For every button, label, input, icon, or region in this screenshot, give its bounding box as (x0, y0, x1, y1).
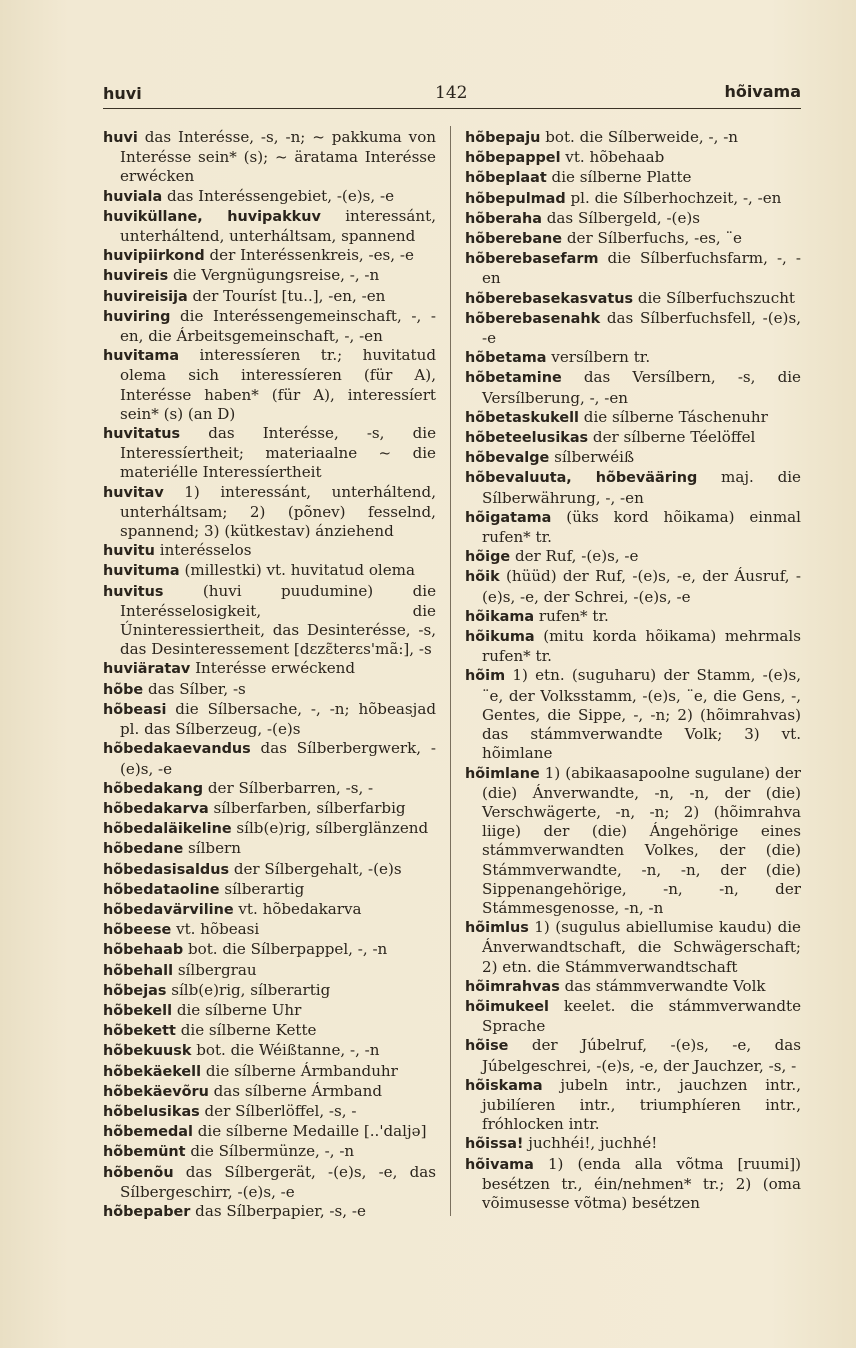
entry-headword: hõbedakang (103, 780, 204, 797)
dictionary-entry (465, 764, 801, 919)
entry-definition: die sílberne Medaille [..'daljə] (192, 1122, 427, 1141)
entry-headword: hõigatama (465, 509, 552, 526)
left-column (103, 128, 436, 1222)
entry-headword: hõiskama (465, 1077, 543, 1094)
entry-headword: hõberaha (465, 210, 542, 227)
entry-definition: das Sílberbergwerk, -(e)s, -e (120, 739, 436, 778)
dictionary-entry (103, 207, 436, 246)
entry-definition: das Interéssengebiet, -(e)s, -e (162, 186, 395, 205)
dictionary-entry (465, 408, 801, 428)
entry-definition: die sílberne Platte (546, 168, 692, 187)
entry-definition: das Sílberfuchsfell, -(e)s, -e (482, 308, 801, 348)
entry-definition: interésselos (154, 541, 252, 560)
dictionary-entry (465, 428, 801, 448)
entry-headword: hõimrahvas (465, 978, 560, 995)
entry-headword: hõimukeel (465, 998, 549, 1015)
entry-definition: 1) (sugulus abiellumise kaudu) die Ánverwandtschaft, die Schwägerschaft; 2) etn. die Stámmverwandtschaft (482, 918, 801, 976)
entry-definition: das Interésse, -s, -n; ~ pakkuma von Interésse sein* (s); ~ äratama Interésse erwécken (120, 128, 436, 186)
dictionary-entry (103, 1163, 436, 1202)
entry-headword: hõivama (465, 1156, 534, 1173)
dictionary-entry (465, 666, 801, 763)
dictionary-entry (103, 900, 436, 920)
entry-definition: die sílberne Uhr (172, 1000, 302, 1019)
entry-headword: hõbetama (465, 350, 547, 367)
entry-headword: hõbetamine (465, 370, 562, 387)
dictionary-entry (103, 880, 436, 900)
dictionary-entry (465, 1134, 801, 1154)
dictionary-entry (465, 1155, 801, 1214)
entry-headword: hõbehaab (103, 942, 184, 959)
entry-definition: das stámmverwandte Volk (559, 976, 766, 995)
entry-headword: huviala (103, 188, 163, 205)
entry-definition: sílbern (183, 839, 241, 858)
entry-definition: sílberfarben, sílberfarbig (208, 798, 406, 817)
entry-definition: interessíeren tr.; huvitatud olema sich interessíeren (für A), Interésse haben* (für A), interessíert sein* (s) (an D) (120, 346, 436, 423)
entry-headword: huviäratav (103, 661, 191, 678)
entry-definition: vt. hõbeasi (171, 920, 260, 939)
entry-definition: versílbern tr. (546, 348, 651, 367)
entry-headword: hõberebasenahk (465, 310, 601, 327)
entry-headword: hõbepulmad (465, 190, 566, 207)
entry-headword: hõbejas (103, 982, 167, 999)
entry-headword: huvitus (103, 583, 164, 600)
entry-definition: die Interéssengemeinschaft, -, -en, die Árbeitsgemeinschaft, -, -en (120, 306, 436, 346)
dictionary-entry (103, 779, 436, 799)
entry-headword: hõbedakarva (103, 800, 209, 817)
dictionary-entry (103, 920, 436, 940)
entry-headword: hõbehall (103, 962, 174, 979)
dictionary-entry (103, 541, 436, 561)
entry-headword: hõbeteelusikas (465, 430, 589, 447)
header-last-word: hõivama (724, 82, 801, 101)
entry-definition: 1) (abikaasapoolne sugulane) der (die) Ánverwandte, -n, -n, der (die) Verschwägerte, -n, -n; 2) (hõimrahva liige) der (die) Ángehörige eines stámmverwandten Volkes, der (die) Stámmverwandte, -n, -n, der (die) Sippenangehörige, -n, -n, der Stámmesgenosse, -n, -n (482, 763, 801, 917)
dictionary-entry (103, 940, 436, 960)
page-header (103, 82, 801, 109)
entry-definition: das Interésse, -s, die Interessíertheit; materiaalne ~ die materiélle Interessíertheit (120, 424, 436, 482)
entry-definition: die sílberne Kette (175, 1021, 317, 1040)
entry-definition: sílb(e)rig, sílberartig (166, 980, 331, 999)
entry-headword: hõbedasisaldus (103, 861, 230, 878)
dictionary-entry (103, 187, 436, 207)
dictionary-entry (103, 860, 436, 880)
dictionary-entry (103, 739, 436, 778)
entry-headword: huviring (103, 308, 171, 325)
entry-definition: der Júbelruf, -(e)s, -e, das Júbelgeschrei, -(e)s, -e, der Jauchzer, -s, - (482, 1036, 801, 1075)
entry-headword: huviküllane, huvipakkuv (103, 208, 321, 225)
entry-definition: (mitu korda hõikama) mehrmals rufen* tr. (482, 627, 801, 666)
dictionary-entry (103, 700, 436, 739)
entry-definition: vt. hõbedakarva (233, 899, 362, 918)
dictionary-entry (465, 189, 801, 209)
entry-headword: hõimlane (465, 765, 540, 782)
entry-headword: huvitatus (103, 426, 181, 443)
dictionary-entry (465, 309, 801, 348)
entry-headword: hõberebasekasvatus (465, 290, 634, 307)
dictionary-entry (103, 659, 436, 679)
entry-definition: interessánt, unterháltend, unterháltsam, spannend (120, 206, 436, 246)
entry-definition: der Touríst [tu..], -en, -en (187, 286, 386, 305)
dictionary-entry (103, 819, 436, 839)
entry-definition: das Versílbern, -s, die Versílberung, -, -en (482, 368, 801, 407)
entry-definition: der Sílberlöffel, -s, - (199, 1101, 357, 1120)
entry-headword: hõberebane (465, 231, 563, 248)
dictionary-entry (465, 468, 801, 507)
entry-headword: hõbedakaevandus (103, 741, 251, 758)
entry-headword: hõbe (103, 681, 144, 698)
entry-headword: hõbekuusk (103, 1043, 192, 1060)
page-number: 142 (435, 83, 468, 103)
entry-definition: der Ruf, -(e)s, -e (510, 547, 639, 566)
dictionary-entry (103, 1122, 436, 1142)
entry-definition: die Vergnügungsreise, -, -n (168, 266, 380, 285)
entry-headword: hõbedavärviline (103, 901, 234, 918)
dictionary-entry (103, 1202, 436, 1222)
dictionary-entry (103, 680, 436, 700)
entry-definition: der Sílbergehalt, -(e)s (229, 859, 402, 878)
entry-headword: hõbemünt (103, 1144, 186, 1161)
entry-definition: maj. die Sílberwährung, -, -en (482, 468, 801, 507)
dictionary-entry (103, 483, 436, 542)
entry-headword: hõberebasefarm (465, 251, 599, 268)
dictionary-entry (103, 961, 436, 981)
entry-definition: jubeln intr., jauchzen intr., jubilíeren intr., triumphíeren intr., fróhlocken intr. (482, 1075, 801, 1134)
dictionary-entry (465, 348, 801, 368)
entry-headword: huvitu (103, 543, 155, 560)
dictionary-entry (465, 508, 801, 547)
entry-definition: Interésse erwéckend (190, 659, 356, 678)
entry-definition: bot. die Wéißtanne, -, -n (191, 1041, 380, 1060)
entry-headword: huvituma (103, 563, 180, 580)
dictionary-entry (103, 561, 436, 581)
dictionary-entry (103, 1082, 436, 1102)
entry-headword: huvi (103, 130, 138, 146)
dictionary-entry (103, 1021, 436, 1041)
dictionary-entry (465, 249, 801, 288)
dictionary-entry (465, 547, 801, 567)
entry-headword: hõise (465, 1038, 509, 1055)
dictionary-entry (465, 627, 801, 666)
entry-headword: hõbevalge (465, 450, 550, 467)
dictionary-entry (103, 582, 436, 660)
entry-definition: das sílberne Ármband (208, 1081, 382, 1100)
entry-definition: pl. die Sílberhochzeit, -, -en (565, 188, 782, 207)
entry-headword: hõbekäekell (103, 1063, 202, 1080)
dictionary-entry (103, 266, 436, 286)
dictionary-entry (465, 168, 801, 188)
dictionary-entry (465, 918, 801, 977)
dictionary-entry (465, 229, 801, 249)
entry-headword: hõbepaber (103, 1203, 191, 1220)
dictionary-entry (103, 1062, 436, 1082)
entry-headword: hõbepappel (465, 150, 561, 167)
entry-headword: hõbeplaat (465, 170, 547, 187)
entry-definition: die sílberne Táschenuhr (578, 407, 768, 426)
entry-definition: der Sílberfuchs, -es, ¨e (562, 229, 742, 248)
dictionary-entry (103, 981, 436, 1001)
dictionary-entry (103, 1041, 436, 1061)
dictionary-entry (103, 839, 436, 859)
entry-headword: huvitav (103, 484, 164, 501)
entry-definition: 1) interessánt, unterháltend, unterháltsam; 2) (põnev) fesselnd, spannend; 3) (kütkestav) ánziehend (120, 482, 436, 541)
entry-headword: hõbeese (103, 922, 172, 939)
entry-definition: der sílberne Téelöffel (588, 428, 756, 447)
right-column (465, 128, 801, 1213)
entry-definition: bot. die Sílberweide, -, -n (540, 128, 739, 146)
entry-definition: das Sílber, -s (143, 679, 246, 698)
entry-definition: das Sílberpapier, -s, -e (190, 1201, 366, 1220)
entry-definition: sílberwéiß (549, 448, 635, 467)
dictionary-entry (103, 246, 436, 266)
entry-definition: die Sílbersache, -, -n; hõbeasjad pl. das Sílberzeug, -(e)s (120, 699, 436, 739)
column-divider (450, 126, 451, 1216)
entry-headword: hõbedataoline (103, 881, 220, 898)
dictionary-entry (465, 1076, 801, 1135)
entry-headword: hõbemedal (103, 1124, 193, 1141)
dictionary-entry (103, 287, 436, 307)
dictionary-entry (103, 1102, 436, 1122)
entry-definition: vt. hõbehaab (560, 148, 665, 167)
entry-headword: hõbekell (103, 1002, 173, 1019)
entry-definition: 1) (enda alla võtma [ruumi]) besétzen tr., éin/nehmen* tr.; 2) (oma võimusesse võtma) besétzen (482, 1154, 801, 1212)
entry-headword: huvireis (103, 268, 169, 285)
entry-definition: der Interéssenkreis, -es, -e (204, 246, 414, 265)
dictionary-entry (465, 128, 801, 148)
dictionary-entry (103, 128, 436, 187)
entry-headword: hõbeasi (103, 701, 167, 718)
dictionary-entry (103, 1001, 436, 1021)
entry-headword: huvipiirkond (103, 248, 205, 265)
dictionary-entry (465, 1036, 801, 1075)
entry-definition: die sílberne Ármbanduhr (201, 1061, 398, 1080)
entry-definition: sílbergrau (173, 960, 257, 979)
entry-headword: hõbevaluuta, hõbevääring (465, 470, 698, 487)
entry-definition: sílb(e)rig, sílberglänzend (231, 819, 429, 838)
entry-headword: hõik (465, 569, 500, 586)
entry-definition: rufen* tr. (534, 606, 609, 625)
entry-definition: (hüüd) der Ruf, -(e)s, -e, der Áusruf, -(e)s, -e, der Schrei, -(e)s, -e (482, 567, 801, 606)
entry-headword: hõissa! (465, 1136, 524, 1153)
dictionary-entry (103, 424, 436, 483)
dictionary-entry (465, 368, 801, 407)
entry-headword: hõim (465, 668, 506, 685)
entry-headword: huvireisija (103, 288, 188, 305)
entry-headword: huvitama (103, 348, 180, 365)
dictionary-entry (465, 289, 801, 309)
entry-definition: die Sílberfuchsfarm, -, -en (482, 249, 801, 288)
dictionary-entry (465, 209, 801, 229)
entry-headword: hõbenõu (103, 1164, 174, 1181)
entry-definition: das Sílbergerät, -(e)s, -e, das Sílbergeschirr, -(e)s, -e (120, 1162, 436, 1201)
entry-headword: hõbekett (103, 1023, 176, 1040)
dictionary-entry (465, 448, 801, 468)
entry-headword: hõikama (465, 608, 535, 625)
dictionary-entry (465, 607, 801, 627)
entry-definition: bot. die Sílberpappel, -, -n (183, 940, 388, 959)
dictionary-entry (465, 148, 801, 168)
entry-definition: der Sílberbarren, -s, - (203, 778, 374, 797)
entry-headword: hõbedane (103, 841, 184, 858)
entry-headword: hõbepaju (465, 130, 541, 146)
entry-definition: das Sílbergeld, -(e)s (541, 208, 701, 227)
entry-definition: sílberartig (219, 879, 305, 898)
entry-headword: hõbelusikas (103, 1103, 200, 1120)
entry-definition: (üks kord hõikama) einmal rufen* tr. (482, 507, 801, 547)
entry-definition: juchhéi!, juchhé! (523, 1134, 658, 1153)
entry-headword: hõbedaläikeline (103, 821, 232, 838)
dictionary-entry (103, 346, 436, 424)
entry-definition: keelet. die stámmverwandte Sprache (482, 996, 801, 1036)
entry-headword: hõikuma (465, 629, 535, 646)
entry-definition: (huvi puudumine) die Interésselosigkeit, die Úninteressiertheit, das Desinterésse, -s, das Desinteressement [dɛzɛ̃terɛs'mã:], -s (120, 581, 436, 659)
entry-headword: hõbetaskukell (465, 409, 579, 426)
entry-definition: die Sílbermünze, -, -n (185, 1142, 355, 1161)
entry-headword: hõbekäevõru (103, 1083, 209, 1100)
dictionary-entry (465, 567, 801, 606)
dictionary-entry (103, 307, 436, 346)
header-first-word: huvi (103, 84, 142, 103)
entry-definition: (millestki) vt. huvitatud olema (179, 561, 415, 580)
entry-definition: die Sílberfuchszucht (633, 288, 795, 307)
entry-headword: hõimlus (465, 920, 529, 937)
dictionary-entry (103, 799, 436, 819)
dictionary-entry (103, 1142, 436, 1162)
dictionary-entry (465, 977, 801, 997)
entry-headword: hõige (465, 549, 511, 566)
entry-definition: 1) etn. (suguharu) der Stamm, -(e)s, ¨e, der Volksstamm, -(e)s, ¨e, die Gens, -, Gentes, die Sippe, -, -n; 2) (hõimrahvas) das stámmverwandte Volk; 3) vt. hõimlane (482, 666, 801, 763)
dictionary-entry (465, 997, 801, 1036)
